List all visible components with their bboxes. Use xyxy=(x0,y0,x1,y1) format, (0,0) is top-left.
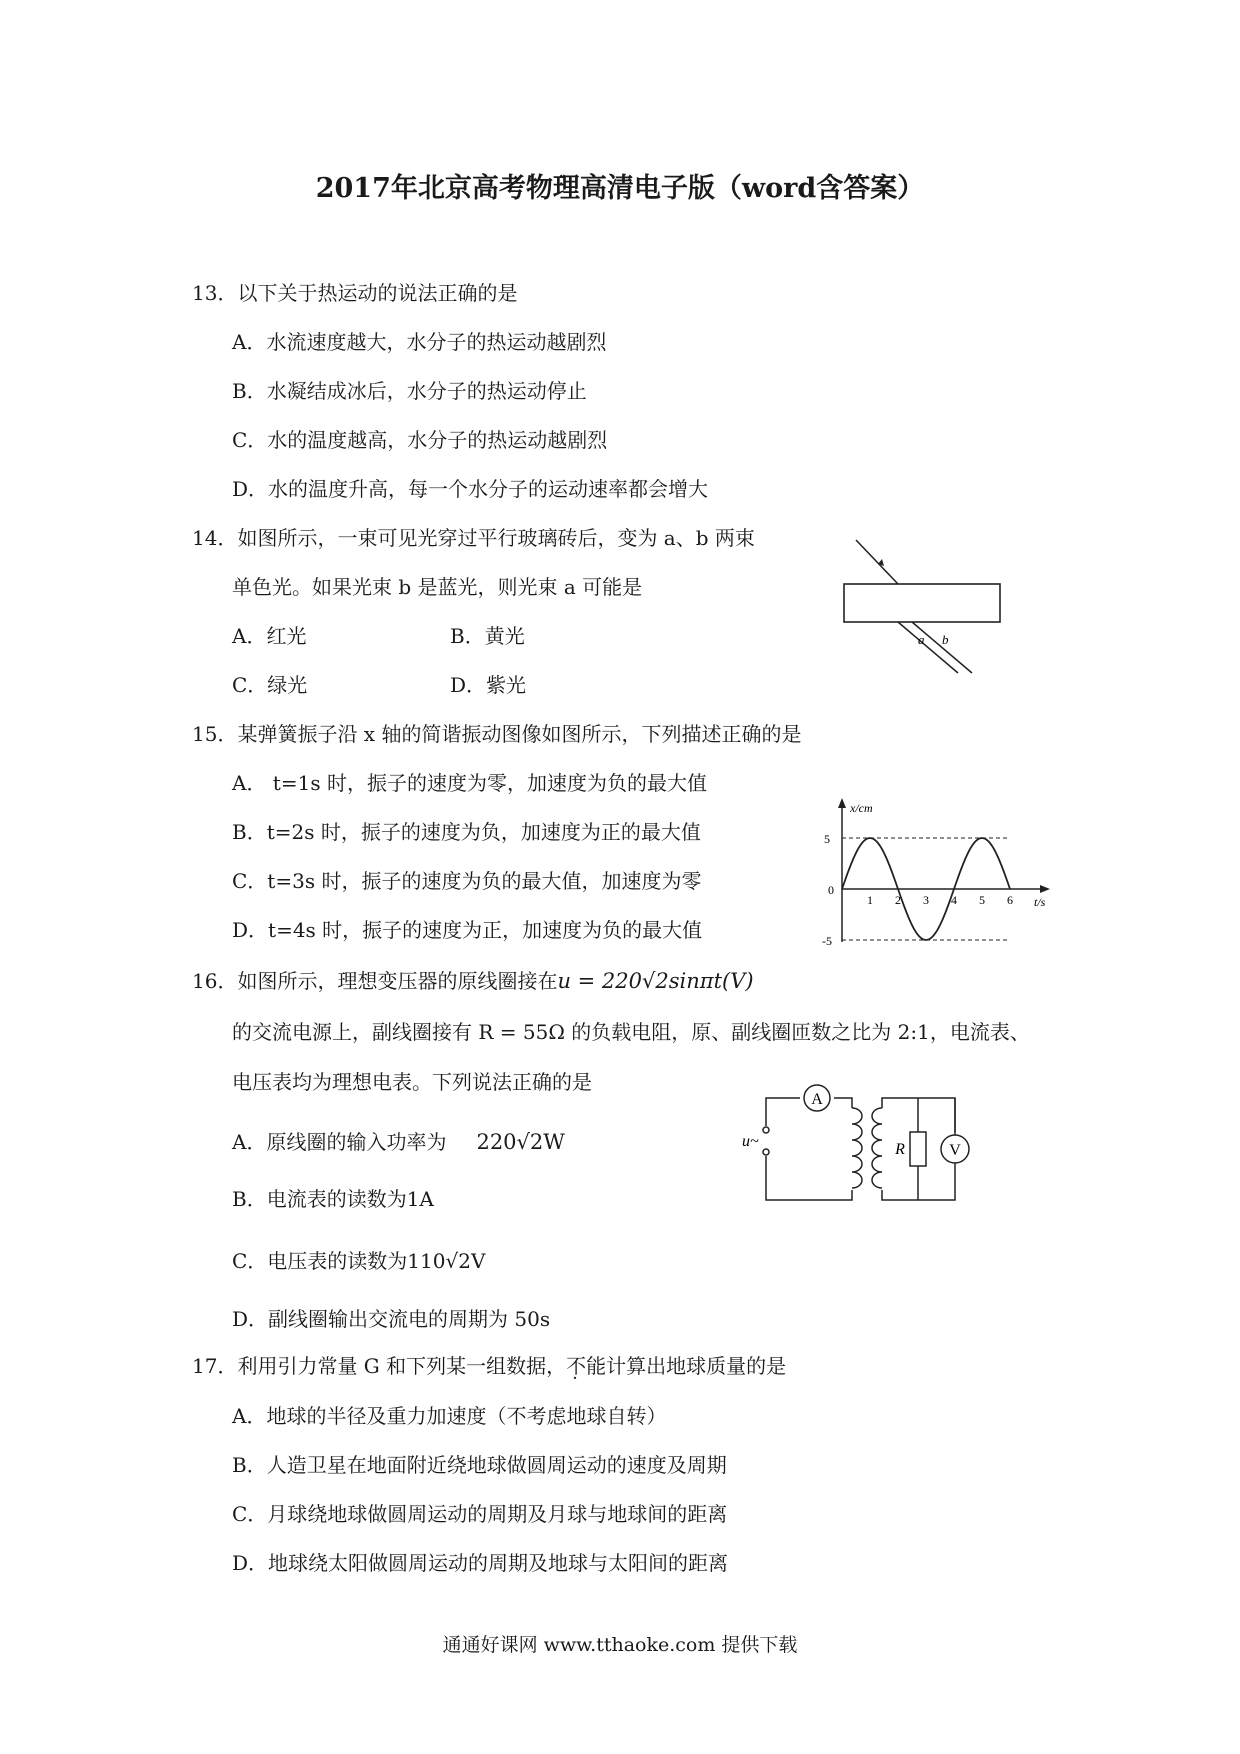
q16-option-c: C．电压表的读数为110√2V xyxy=(232,1249,486,1273)
resistor xyxy=(910,1132,926,1166)
y-axis-arrow-icon xyxy=(838,798,846,808)
q17-option-d: D．地球绕太阳做圆周运动的周期及地球与太阳间的距离 xyxy=(232,1551,729,1575)
page-title: 2017年北京高考物理高清电子版（word含答案） xyxy=(315,173,925,204)
ray-b xyxy=(912,622,972,673)
q14-stem-line1: 14．如图所示，一束可见光穿过平行玻璃砖后，变为 a、b 两束 xyxy=(192,526,755,550)
wire xyxy=(766,1156,852,1200)
primary-coil xyxy=(852,1108,862,1188)
q13-option-c: C．水的温度越高，水分子的热运动越剧烈 xyxy=(232,428,608,452)
y-axis-label: x/cm xyxy=(850,801,873,815)
wire xyxy=(766,1098,800,1126)
x-tick-6: 6 xyxy=(1007,893,1013,907)
q16-transformer-circuit xyxy=(740,1080,970,1210)
x-tick-4: 4 xyxy=(951,893,957,907)
q16-stem-line1 xyxy=(192,965,754,994)
x-tick-5: 5 xyxy=(979,893,985,907)
source-label: u~ xyxy=(742,1133,759,1150)
q17-stem-post: 计算出地球质量的是 xyxy=(606,1354,787,1378)
label-a: a xyxy=(918,632,925,647)
q16-option-a-value: 220√2W xyxy=(476,1130,565,1154)
q14-option-b: B．黄光 xyxy=(450,624,525,648)
glass-brick xyxy=(844,584,1000,622)
q17-option-a: A．地球的半径及重力加速度（不考虑地球自转） xyxy=(232,1404,667,1428)
x-tick-1: 1 xyxy=(867,893,873,907)
voltmeter-label: V xyxy=(949,1142,961,1159)
x-axis-arrow-icon xyxy=(1040,885,1050,893)
q13-option-a: A．水流速度越大，水分子的热运动越剧烈 xyxy=(232,330,607,354)
q16-stem-text: 16．如图所示，理想变压器的原线圈接在 xyxy=(192,969,558,993)
q14-option-c: C．绿光 xyxy=(232,673,308,697)
x-tick-3: 3 xyxy=(923,893,929,907)
q17-stem-emphasis: 不能 xyxy=(566,1354,607,1378)
ray-a xyxy=(898,622,958,673)
q14-glass-brick-figure xyxy=(840,530,1020,680)
secondary-coil xyxy=(872,1108,882,1188)
q15-option-b: B．t=2s 时，振子的速度为负，加速度为正的最大值 xyxy=(232,820,701,844)
q17-option-b: B．人造卫星在地面附近绕地球做圆周运动的速度及周期 xyxy=(232,1453,727,1477)
q16-stem-line3: 电压表均为理想电表。下列说法正确的是 xyxy=(232,1070,592,1094)
q15-shm-graph xyxy=(810,792,1060,952)
terminal xyxy=(763,1149,769,1155)
q14-option-a: A．红光 xyxy=(232,624,307,648)
q13-option-d: D．水的温度升高，每一个水分子的运动速率都会增大 xyxy=(232,477,709,501)
y-tick-5: 5 xyxy=(824,832,830,846)
incident-ray xyxy=(856,540,898,584)
q15-option-a: A． t=1s 时，振子的速度为零，加速度为负的最大值 xyxy=(232,771,707,795)
page-footer: 通通好课网 www.tthaoke.com 提供下载 xyxy=(442,1634,798,1656)
q15-stem: 15．某弹簧振子沿 x 轴的简谐振动图像如图所示，下列描述正确的是 xyxy=(192,722,802,746)
q17-stem-pre: 17．利用引力常量 G 和下列某一组数据， xyxy=(192,1354,567,1378)
q14-stem-line2: 单色光。如果光束 b 是蓝光，则光束 a 可能是 xyxy=(232,575,643,599)
ammeter-label: A xyxy=(811,1091,823,1108)
q16-option-a-text: A．原线圈的输入功率为 xyxy=(232,1130,447,1154)
wire xyxy=(834,1098,852,1108)
resistor-label: R xyxy=(895,1141,905,1158)
x-axis-label: t/s xyxy=(1034,895,1046,909)
q15-option-d: D．t=4s 时，振子的速度为正，加速度为负的最大值 xyxy=(232,918,703,942)
q15-option-c: C．t=3s 时，振子的速度为负的最大值，加速度为零 xyxy=(232,869,702,893)
q17-stem xyxy=(192,1350,786,1379)
q13-option-b: B．水凝结成冰后，水分子的热运动停止 xyxy=(232,379,587,403)
q16-option-b: B．电流表的读数为1A xyxy=(232,1187,434,1211)
label-b: b xyxy=(942,632,949,647)
q13-stem: 13．以下关于热运动的说法正确的是 xyxy=(192,281,518,305)
q17-option-c: C．月球绕地球做圆周运动的周期及月球与地球间的距离 xyxy=(232,1502,728,1526)
q16-formula: u = 220√2sinπt(V) xyxy=(557,969,754,993)
q16-stem-line2: 的交流电源上，副线圈接有 R = 55Ω 的负载电阻，原、副线圈匝数之比为 2:1，电流表、 xyxy=(232,1020,1030,1044)
q16-option-a xyxy=(232,1126,565,1155)
q16-option-d: D．副线圈输出交流电的周期为 50s xyxy=(232,1307,551,1331)
q14-option-d: D．紫光 xyxy=(450,673,527,697)
y-tick-0: 0 xyxy=(828,883,834,897)
y-tick-neg5: -5 xyxy=(822,934,832,948)
terminal xyxy=(763,1127,769,1133)
x-tick-2: 2 xyxy=(895,893,901,907)
